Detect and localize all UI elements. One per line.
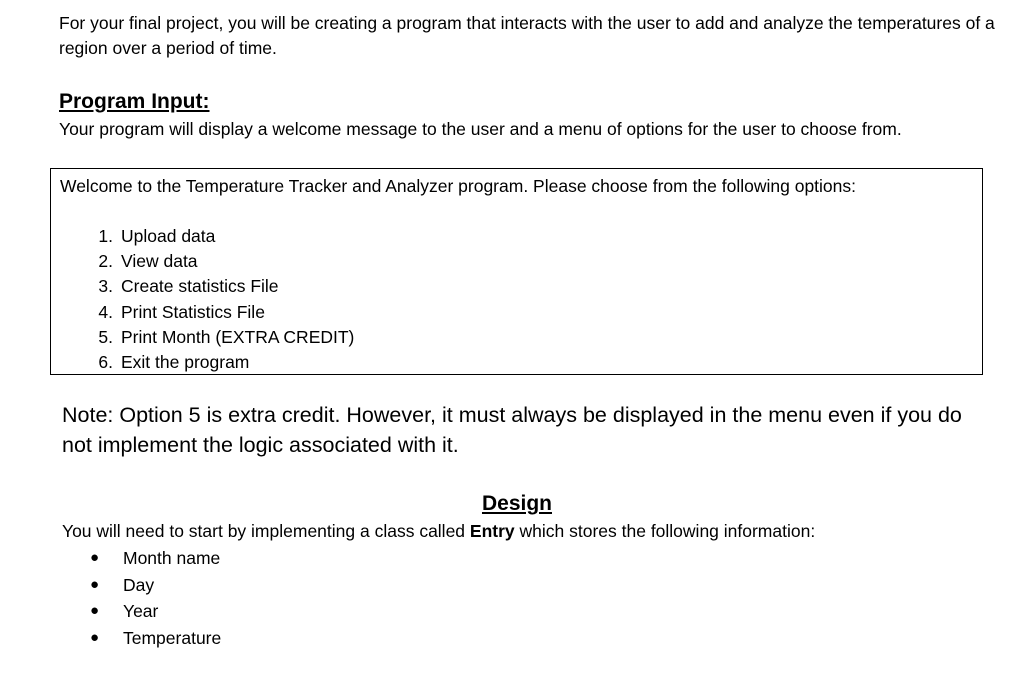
program-input-heading: Program Input:	[59, 90, 210, 113]
menu-option	[51, 350, 354, 375]
menu-option-number: 4.	[98, 301, 113, 322]
entry-field	[0, 625, 221, 652]
menu-option	[51, 300, 354, 325]
entry-field	[0, 545, 221, 572]
design-description-end: which stores the following information:	[514, 521, 816, 541]
entry-class-name: Entry	[469, 521, 515, 541]
menu-option-label: Exit the program	[121, 352, 250, 373]
menu-option-number: 3.	[98, 276, 113, 297]
menu-option-number: 6.	[98, 352, 113, 373]
bullet-icon: ●	[90, 549, 100, 566]
menu-options-list	[51, 224, 354, 375]
program-input-description: Your program will display a welcome message to the user and a menu of options for the user to choose from.	[59, 119, 902, 139]
menu-option	[51, 249, 354, 274]
entry-field	[0, 598, 221, 625]
entry-field-label: Year	[123, 601, 159, 621]
menu-option-label: Print Statistics File	[121, 301, 265, 322]
design-description	[62, 519, 1012, 544]
menu-option	[51, 274, 354, 299]
extra-credit-note: Note: Option 5 is extra credit. However, it must always be displayed in the menu even if you do not implement the logic associated with it.	[62, 403, 962, 457]
menu-option-number: 2.	[98, 251, 113, 272]
entry-field-label: Month name	[123, 548, 221, 568]
menu-option-number: 5.	[98, 326, 113, 347]
design-heading: Design	[481, 492, 552, 515]
menu-option-label: Print Month (EXTRA CREDIT)	[121, 326, 355, 347]
menu-option-number: 1.	[98, 226, 113, 246]
menu-welcome-message: Welcome to the Temperature Tracker and Analyzer program. Please choose from the following options:	[60, 176, 857, 196]
entry-field-label: Day	[123, 574, 155, 595]
entry-field	[0, 572, 221, 599]
menu-example-box	[50, 168, 983, 375]
design-description-start: You will need to start by implementing a class called	[62, 521, 470, 541]
intro-paragraph: For your final project, you will be creating a program that interacts with the user to add and analyze the temperatures of a region over a period of time.	[59, 13, 995, 58]
bullet-icon: ●	[90, 628, 100, 646]
entry-field-label: Temperature	[123, 627, 222, 648]
menu-option-label: Upload data	[121, 226, 216, 246]
menu-option-label: View data	[121, 251, 198, 272]
menu-option-label: Create statistics File	[121, 276, 279, 297]
menu-option	[51, 325, 354, 350]
bullet-icon: ●	[90, 602, 100, 619]
menu-option	[51, 224, 354, 249]
entry-fields-list	[0, 545, 221, 651]
bullet-icon: ●	[90, 575, 100, 593]
